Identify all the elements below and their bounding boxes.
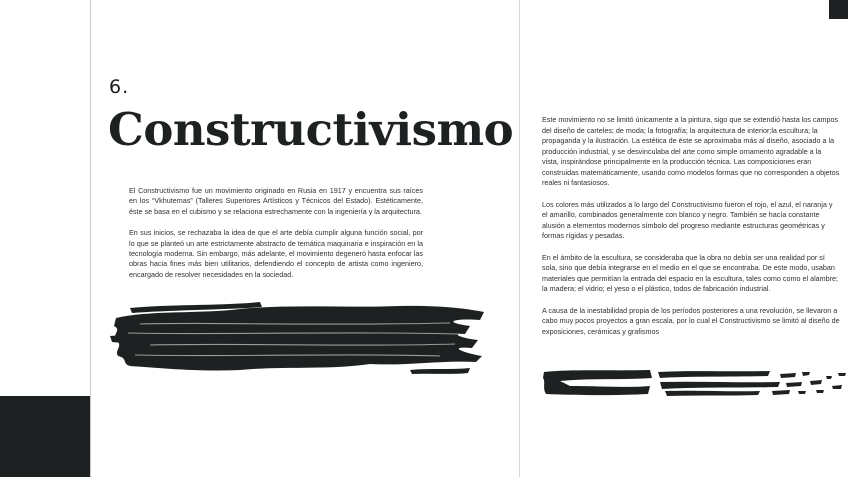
book-spine-line [519, 0, 520, 477]
chapter-title: Constructivismo [108, 103, 514, 156]
right-paragraph-2: Los colores más utilizados a lo largo del Constructivismo fueron el rojo, el azul, el naranja y el amarillo, combinados generalmente con blanco y negro. También se hacía constante alusión a elementos modernos símbolo del progreso mediante estructuras geométricas y formas rígidas y pesadas. [542, 199, 833, 240]
chapter-number: 6. [109, 76, 130, 98]
left-paragraph-2: En sus inicios, se rechazaba la idea de que el arte debía cumplir alguna función social, por lo que se planteó un arte estrictamente abstracto de temática maquinaria e inspiración en la tecnología moderna. Sin embargo, más adelante, el movimiento degeneró hasta enfocar las obras hacia fines más bien utilitarios, defendiendo el concepto de artista como ingeniero, encargado de resolver necesidades en la sociedad. [129, 228, 423, 279]
page-edge-line [90, 0, 91, 477]
left-paragraph-1: El Constructivismo fue un movimiento originado en Rusia en 1917 y encuentra sus raíces en los “Vkhutemas” (Talleres Superiores Artísticos y Técnicos del Estado). Estéticamente, éste se basa en el cubismo y se relaciona estrechamente con la ingeniería y la arquitectura. [129, 186, 423, 216]
left-page-body [129, 186, 423, 291]
right-paragraph-3: En el ámbito de la escultura, se consideraba que la obra no debía ser una realidad por sí sola, sino que debía integrarse en el medio en el que se encontraba. De este modo, usaban materiales que permitían la entrada del espacio en la escultura, tales como como el alambre; la madera; el vidrio; el yeso o el plástico, todos de fabricación industrial. [542, 252, 839, 293]
corner-block-bottom-left [0, 396, 90, 477]
right-paragraph-4: A causa de la inestabilidad propia de los períodos posteriores a una revolución, se llevaron a cabo muy pocos proyectos a gran escala, por lo cual el Constructivismo se limitó al diseño de exposiciones, cerámicas y grafismos [542, 305, 840, 336]
brush-stroke-left [110, 300, 488, 376]
corner-block-top-right [829, 0, 848, 19]
brush-stroke-right [540, 364, 848, 398]
right-page-body [542, 115, 840, 348]
right-paragraph-1: Este movimiento no se limitó únicamente a la pintura, sigo que se extendió hasta los campos del diseño de carteles; de moda; la fotografía; la arquitectura de interior;la escultura; la propaganda y la ilustración. La estética de éste se aproximaba más al diseño, asociado a la producción industrial, y se desvinculaba del arte como simple ornamento agradable a la vista, inspirándose principalmente en la producción técnica. Las composiciones eran construidas matemáticamente, usando como modelos formas que no corresponden a objetos reales ni fantasiosos. [542, 115, 840, 187]
